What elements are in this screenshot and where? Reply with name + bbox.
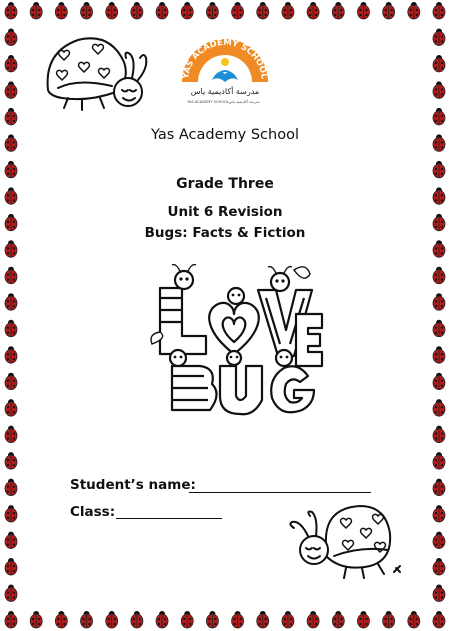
ladybug-icon bbox=[433, 267, 445, 284]
grade-title: Grade Three bbox=[176, 176, 274, 192]
ladybug-icon bbox=[433, 293, 445, 310]
ladybug-icon bbox=[5, 426, 17, 443]
ladybug-icon bbox=[383, 2, 395, 19]
ladybug-icon bbox=[307, 611, 319, 628]
ladybug-icon bbox=[5, 532, 17, 549]
student-name-line[interactable] bbox=[189, 492, 371, 493]
ladybug-icon bbox=[131, 2, 143, 19]
ladybug-icon bbox=[5, 55, 17, 72]
ladybug-icon bbox=[433, 346, 445, 363]
class-line[interactable] bbox=[116, 518, 222, 519]
class-label: Class: bbox=[70, 504, 116, 520]
ladybug-icon bbox=[357, 611, 369, 628]
ladybug-icon bbox=[433, 532, 445, 549]
ladybug-icon bbox=[156, 2, 168, 19]
ladybug-icon bbox=[106, 2, 118, 19]
ladybug-icon bbox=[332, 611, 344, 628]
ladybug-icon bbox=[257, 611, 269, 628]
ladybug-icon bbox=[5, 611, 17, 628]
ladybug-icon bbox=[232, 2, 244, 19]
ladybug-icon bbox=[433, 558, 445, 575]
ladybug-icon bbox=[433, 585, 445, 602]
ladybug-icon bbox=[206, 2, 218, 19]
ladybug-illustration-top-left bbox=[38, 28, 150, 112]
topic-title: Bugs: Facts & Fiction bbox=[144, 225, 306, 241]
ladybug-icon bbox=[5, 2, 17, 19]
ladybug-icon bbox=[5, 320, 17, 337]
ladybug-icon bbox=[383, 611, 395, 628]
ladybug-icon bbox=[5, 505, 17, 522]
ladybug-icon bbox=[307, 2, 319, 19]
ladybug-icon bbox=[433, 505, 445, 522]
ladybug-icon bbox=[433, 81, 445, 98]
ladybug-icon bbox=[81, 2, 93, 19]
ladybug-icon bbox=[282, 2, 294, 19]
ladybug-icon bbox=[156, 611, 168, 628]
ladybug-icon bbox=[433, 399, 445, 416]
ladybug-icon bbox=[433, 240, 445, 257]
ladybug-icon bbox=[131, 611, 143, 628]
ladybug-icon bbox=[5, 479, 17, 496]
logo-small-text-left: YAS ACADEMY SCHOOL bbox=[187, 100, 229, 104]
love-bug-illustration bbox=[148, 258, 328, 420]
ladybug-icon bbox=[81, 611, 93, 628]
student-name-label: Student’s name: bbox=[70, 477, 196, 493]
ladybug-icon bbox=[206, 611, 218, 628]
ladybug-icon bbox=[181, 611, 193, 628]
ladybug-icon bbox=[5, 558, 17, 575]
ladybug-icon bbox=[106, 611, 118, 628]
ladybug-icon bbox=[5, 240, 17, 257]
ladybug-icon bbox=[257, 2, 269, 19]
unit-title: Unit 6 Revision bbox=[167, 204, 283, 220]
ladybug-icon bbox=[433, 55, 445, 72]
ladybug-icon bbox=[332, 2, 344, 19]
ladybug-icon bbox=[232, 611, 244, 628]
ladybug-icon bbox=[5, 585, 17, 602]
ladybug-icon bbox=[5, 346, 17, 363]
school-logo bbox=[172, 30, 278, 110]
ladybug-icon bbox=[433, 426, 445, 443]
ladybug-icon bbox=[30, 2, 42, 19]
ladybug-icon bbox=[433, 452, 445, 469]
ladybug-icon bbox=[433, 28, 445, 45]
ladybug-icon bbox=[5, 81, 17, 98]
ladybug-icon bbox=[5, 399, 17, 416]
ladybug-icon bbox=[357, 2, 369, 19]
ladybug-icon bbox=[433, 320, 445, 337]
ladybug-icon bbox=[433, 108, 445, 125]
ladybug-icon bbox=[5, 28, 17, 45]
ladybug-icon bbox=[5, 373, 17, 390]
ladybug-icon bbox=[5, 452, 17, 469]
logo-arc-text: YAS ACADEMY SCHOOL bbox=[181, 37, 269, 80]
logo-small-text-right: مدرسة أكاديمية ياس bbox=[228, 100, 260, 104]
ladybug-icon bbox=[5, 293, 17, 310]
ladybug-icon bbox=[433, 479, 445, 496]
school-name: Yas Academy School bbox=[150, 127, 299, 143]
ladybug-icon bbox=[5, 108, 17, 125]
ladybug-icon bbox=[30, 611, 42, 628]
ladybug-illustration-bottom-right bbox=[286, 500, 404, 580]
ladybug-icon bbox=[408, 611, 420, 628]
ladybug-icon bbox=[55, 611, 67, 628]
logo-arabic-name: مدرسة أكاديمية ياس bbox=[190, 87, 260, 96]
ladybug-icon bbox=[282, 611, 294, 628]
ladybug-icon bbox=[433, 373, 445, 390]
ladybug-icon bbox=[433, 611, 445, 628]
ladybug-icon bbox=[55, 2, 67, 19]
ladybug-icon bbox=[181, 2, 193, 19]
ladybug-icon bbox=[408, 2, 420, 19]
ladybug-icon bbox=[433, 2, 445, 19]
ladybug-icon bbox=[5, 267, 17, 284]
